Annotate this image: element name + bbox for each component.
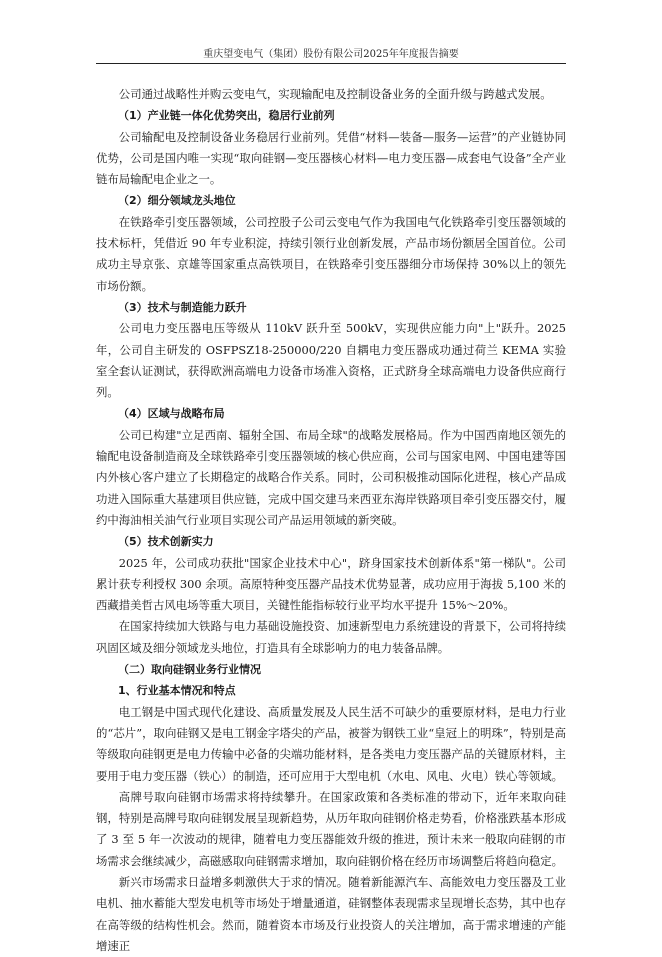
paragraph-industry-chain: 公司输配电及控制设备业务稳居行业前列。凭借“材料—装备—服务—运营”的产业链协同优势，公司是国内唯一实现“取向硅钢—变压器核心材料—电力变压器—成套电气设备”全产业链布局输配电企业之一。 (96, 129, 566, 187)
heading-segment-leader: （2）细分领域龙头地位 (118, 194, 236, 208)
report-body (96, 84, 566, 957)
heading-regional-strategy: （4）区域与战略布局 (118, 407, 225, 421)
paragraph-outlook: 在国家持续加大铁路与电力基础设施投资、加速新型电力系统建设的背景下，公司将持续巩固区域及细分领域龙头地位，打造具有全球影响力的电力装备品牌。 (96, 619, 566, 655)
paragraph-high-grade-demand: 高牌号取向硅钢市场需求将持续攀升。在国家政策和各类标准的带动下，近年来取向硅钢，特别是高牌号取向硅钢发展呈现新趋势，从历年取向硅钢价格走势看，价格涨跌基本形成了 3 至 5 年一次波动的规律，随着电力变压器能效升级的推进，预计未来一般取向硅钢的市场需求会继续减少，高磁感取向硅钢需求增加，取向硅钢价格在经历市场调整后将趋向稳定。 (96, 789, 566, 868)
paragraph-regional-strategy: 公司已构建"立足西南、辐射全国、布局全球"的战略发展格局。作为中国西南地区领先的输配电设备制造商及全球铁路牵引变压器领域的核心供应商，公司与国家电网、中国电建等国内外核心客户建立了长期稳定的战略合作关系。同时，公司积极推动国际化进程，核心产品成功进入国际重大基建项目供应链，完成中国交建马来西亚东海岸铁路项目牵引变压器交付，履约中海油相关油气行业项目实现公司产品运用领域的新突破。 (96, 427, 566, 527)
paragraph-tech-manufacturing: 公司电力变压器电压等级从 110kV 跃升至 500kV，实现供应能力向"上"跃升。2025 年，公司自主研发的 OSFPSZ18-250000/220 自耦电力变压器成功通过荷兰 KEMA 实验室全套认证测试，获得欧洲高端电力设备市场准入资格，正式跻身全球高端电力设备供应商行列。 (96, 321, 566, 400)
heading-silicon-steel-section: （二）取向硅钢业务行业情况 (118, 663, 261, 677)
paragraph-segment-leader: 在铁路牵引变压器领域，公司控股子公司云变电气作为我国电气化铁路牵引变压器领域的技术标杆，凭借近 90 年专业积淀，持续引领行业创新发展，产品市场份额居全国首位。公司成功主导京张、京雄等国家重点高铁项目，在铁路牵引变压器细分市场保持 30%以上的领先市场份额。 (96, 214, 566, 293)
heading-industry-chain: （1）产业链一体化优势突出，稳居行业前列 (118, 109, 335, 123)
heading-tech-manufacturing: （3）技术与制造能力跃升 (118, 300, 247, 314)
paragraph-electrical-steel: 电工钢是中国式现代化建设、高质量发展及人民生活不可缺少的重要原材料，是电力行业的“芯片”，取向硅钢又是电工钢金字塔尖的产品，被誉为钢铁工业“皇冠上的明珠”，特别是高等级取向硅钢更是电力传输中必备的尖端功能材料，是各类电力变压器产品的关键原材料，主要用于电力变压器（铁心）的制造，还可应用于大型电机（水电、风电、火电）铁心等领域。 (96, 704, 566, 783)
paragraph-emerging-markets: 新兴市场需求日益增多刺激供大于求的情况。随着新能源汽车、高能效电力变压器及工业电机、抽水蓄能大型发电机等市场处于增量通道，硅钢整体表现需求呈现增长态势，其中也存在高等级的结构性机会。然而，随着资本市场及行业投资人的关注增加，高于需求增速的产能增速正 (96, 874, 566, 953)
heading-industry-basics: 1、行业基本情况和特点 (118, 684, 236, 698)
paragraph-innovation: 2025 年，公司成功获批"国家企业技术中心"，跻身国家技术创新体系"第一梯队"。公司累计获专利授权 300 余项。高原特种变压器产品技术优势显著，成功应用于海拔 5,100 米的西藏措美哲古风电场等重大项目，关键性能指标较行业平均水平提升 15%～20%。 (96, 555, 566, 613)
heading-innovation: （5）技术创新实力 (118, 535, 214, 549)
intro-paragraph: 公司通过战略性并购云变电气，实现输配电及控制设备业务的全面升级与跨越式发展。 (118, 87, 552, 101)
page-header: 重庆望变电气（集团）股份有限公司2025年年度报告摘要 (96, 0, 566, 64)
